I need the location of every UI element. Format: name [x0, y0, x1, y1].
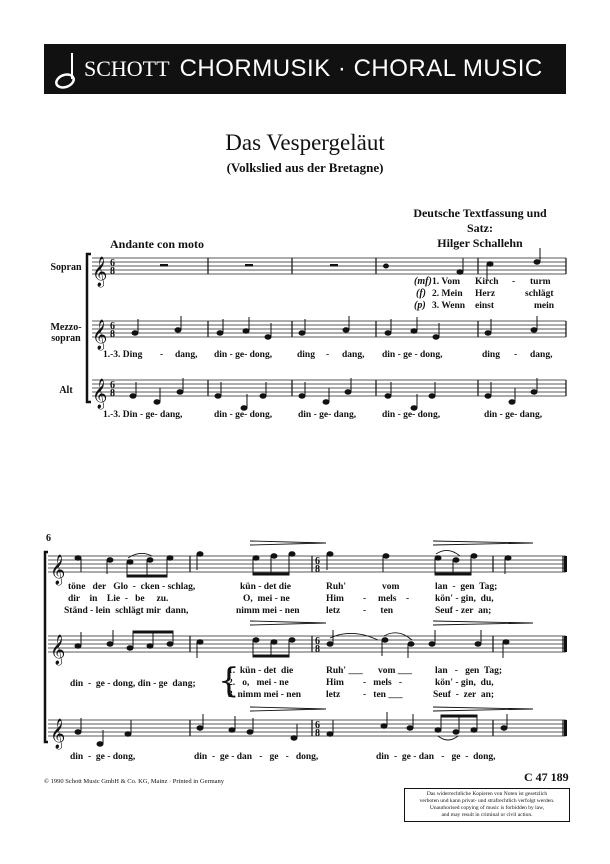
svg-text:𝄞: 𝄞: [92, 379, 108, 409]
soprano-verse-1-a: 1. Vom: [432, 277, 460, 287]
verse-brace-icon: {: [218, 661, 240, 701]
svg-text:𝄞: 𝄞: [92, 257, 108, 287]
mezzo-verse-3-c: - ten ___: [363, 690, 403, 700]
soprano-s2-lyric-3d: - ten: [363, 606, 394, 616]
soprano-verse-3-b: einst: [475, 301, 494, 311]
mezzo-lyric: dang,: [175, 350, 198, 360]
soprano-verse-2-b: Herz: [475, 289, 496, 299]
soprano-s2-lyric-2e: kön' - gin, du,: [435, 594, 494, 604]
soprano-s2-lyric-1: töne der Glo - cken - schlag,: [68, 582, 196, 592]
mezzo-verse-3-d: Seuf - zer an;: [433, 690, 495, 700]
soprano-s2-lyric-3e: Seuf - zer an;: [435, 606, 492, 616]
alto-lyric: din - ge- dang,: [298, 410, 357, 420]
notice-line: Unauthorised copying of music is forbidden by law,: [429, 805, 545, 811]
mezzo-verse-1-b: Ruh' ___: [326, 666, 363, 676]
alto-lyric: din - ge- dang,: [484, 410, 543, 420]
soprano-verse-3-a: 3. Wenn: [432, 301, 466, 311]
piece-subtitle: (Volkslied aus der Bretagne): [226, 160, 384, 175]
series-title: CHORMUSIK · CHORAL MUSIC: [179, 55, 543, 82]
soprano-verse-1-c: -: [512, 277, 516, 287]
svg-text:6: 6: [110, 380, 115, 391]
dynamic-p: (p): [414, 300, 426, 311]
notice-line: verboten und kann privat- und strafrechtlich verfolgt werden.: [419, 798, 555, 804]
mezzo-s2-lyric: din - ge - dong, din - ge dang;: [70, 679, 196, 689]
svg-text:8: 8: [315, 728, 320, 739]
svg-text:6: 6: [110, 321, 115, 332]
mezzo-lyric: dang,: [530, 350, 553, 360]
svg-text:8: 8: [110, 266, 115, 277]
soprano-s2-lyric-2b: O, mei - ne: [243, 594, 290, 604]
alto-lyric: 1.-3. Din - ge- dang,: [103, 410, 183, 420]
alto-s2-lyric: din - ge - dan - ge - dong,: [376, 752, 496, 762]
dynamic-mf: (mf): [414, 276, 432, 287]
mezzo-lyric: dang,: [342, 350, 365, 360]
dynamic-f: (f): [416, 288, 426, 299]
soprano-s2-lyric-1c: Ruh': [326, 582, 347, 592]
soprano-s2-lyric-3: Ständ - lein schlägt mir dann,: [64, 606, 189, 616]
soprano-s2-lyric-1b: kün - det die: [240, 582, 291, 592]
mezzo-verse-2-d: kön' - gin, du,: [435, 678, 494, 688]
soprano-s2-lyric-2c: Him: [326, 594, 344, 604]
soprano-s2-lyric-1e: lan - gen Tag;: [435, 582, 498, 592]
soprano-s2-lyric-1d: vom: [382, 582, 400, 592]
soprano-s2-lyric-2d: - mels -: [363, 594, 410, 604]
soprano-verse-3-d: mein: [534, 301, 555, 311]
mezzo-verse-3-a: 3. nimm mei - nen: [228, 690, 302, 700]
piece-title: Das Vespergeläut: [225, 130, 385, 155]
alto-s2-lyric: din - ge - dong,: [70, 752, 136, 762]
mezzo-lyric: din - ge - dong,: [382, 350, 443, 360]
notice-line: Das widerrechtliche Kopieren von Noten ist gesetzlich: [426, 791, 548, 797]
svg-text:𝄞: 𝄞: [92, 320, 108, 350]
soprano-s2-lyric-3c: letz: [326, 606, 341, 616]
part-label-soprano: Sopran: [50, 262, 82, 273]
mezzo-verse-2-c: - mels -: [363, 678, 403, 688]
mezzo-lyric: din - ge- dong,: [214, 350, 273, 360]
mezzo-verse-1-a: 1. kün - det die: [228, 666, 294, 676]
alto-lyric: din - ge- dong,: [382, 410, 441, 420]
svg-text:8: 8: [110, 388, 115, 399]
copyright-notice: © 1990 Schott Music GmbH & Co. KG, Mainz · Printed in Germany: [44, 778, 225, 785]
soprano-verse-2-d: schlägt: [525, 289, 554, 299]
mezzo-lyric: ding: [482, 350, 500, 360]
catalog-number: C 47 189: [524, 770, 569, 784]
soprano-s2-lyric-2: dir in Lie - be zu.: [68, 594, 169, 604]
tempo-marking: Andante con moto: [110, 237, 205, 251]
mezzo-lyric: ding: [297, 350, 315, 360]
part-label-alto: Alt: [59, 385, 73, 396]
credit-line-1: Deutsche Textfassung und Satz:: [413, 206, 547, 235]
publisher-name: SCHOTT: [84, 56, 170, 81]
mezzo-verse-3-b: letz: [326, 690, 341, 700]
svg-text:6: 6: [315, 636, 320, 647]
mezzo-verse-1-d: lan - gen Tag;: [435, 666, 503, 676]
svg-text:6: 6: [315, 556, 320, 567]
mezzo-label-line1: Mezzo-: [50, 322, 82, 333]
soprano-verse-2-a: 2. Mein: [432, 289, 463, 299]
soprano-verse-1-b: Kirch: [475, 277, 499, 287]
svg-text:6: 6: [315, 720, 320, 731]
notice-line: and may result in criminal or civil action.: [441, 812, 533, 818]
svg-text:8: 8: [110, 329, 115, 340]
mezzo-lyric: 1.-3. Ding: [103, 350, 143, 360]
svg-text:𝄞: 𝄞: [50, 555, 66, 585]
copying-notice-box: [404, 788, 570, 822]
svg-text:6: 6: [110, 258, 115, 269]
alto-s2-lyric: din - ge - dan - ge - dong,: [194, 752, 319, 762]
mezzo-verse-2-a: 2. o, mei - ne: [228, 678, 289, 688]
mezzo-lyric: -: [514, 350, 518, 360]
mezzo-verse-2-b: Him: [326, 678, 344, 688]
svg-text:8: 8: [315, 644, 320, 655]
alto-lyric: din - ge- dong,: [214, 410, 273, 420]
mezzo-lyric: -: [326, 350, 330, 360]
mezzo-lyric: -: [160, 350, 164, 360]
mezzo-label-line2: sopran: [51, 333, 81, 344]
soprano-verse-1-d: turm: [530, 277, 551, 287]
soprano-s2-lyric-3b: nimm mei - nen: [236, 606, 300, 616]
credit-line-2: Hilger Schallehn: [437, 236, 523, 250]
svg-text:8: 8: [315, 564, 320, 575]
svg-text:𝄞: 𝄞: [50, 635, 66, 665]
svg-text:𝄞: 𝄞: [50, 719, 66, 749]
measure-number: 6: [46, 533, 51, 544]
mezzo-verse-1-c: vom ___: [378, 666, 413, 676]
